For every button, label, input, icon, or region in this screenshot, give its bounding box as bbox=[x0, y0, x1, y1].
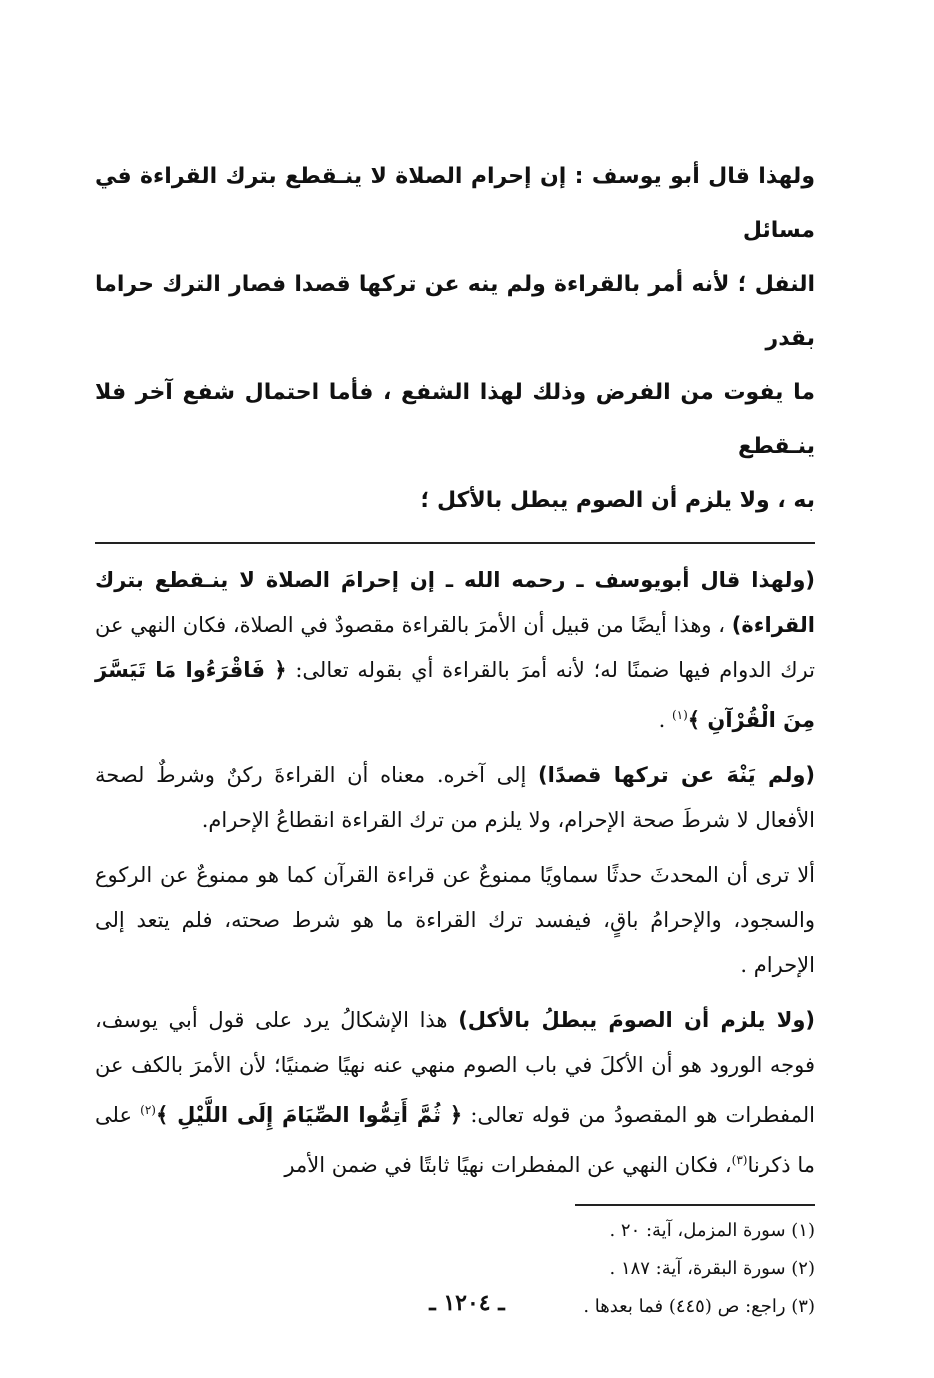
page-body bbox=[95, 150, 815, 1326]
commentary-text: هذا الإشكالُ يرد على قول أبي يوسف، فوجه الورود هو أن الأكلَ في باب الصوم منهي عنه نهيًا ضمنيًا؛ لأن الأمرَ بالكف عن المفطرات هو المقصودُ من قوله تعالى: bbox=[95, 1008, 815, 1127]
commentary-text: ، فكان النهي عن المفطرات نهيًا ثابتًا في ضمن الأمر bbox=[284, 1153, 732, 1177]
commentary-text: إلى آخره. معناه أن القراءةَ ركنٌ وشرطٌ لصحة الأفعال لا شرطَ صحة الإحرام، ولا يلزم من ترك القراءة انقطاعُ الإحرام. bbox=[95, 763, 815, 832]
main-text-line: النفل ؛ لأنه أمر بالقراءة ولم ينه عن تركها قصدا فصار الترك حراما بقدر bbox=[95, 272, 815, 351]
main-text-line: ما يفوت من الفرض وذلك لهذا الشفع ، فأما احتمال شفع آخر فلا ينـقطع bbox=[95, 380, 815, 459]
commentary-text: . bbox=[658, 708, 666, 732]
commentary-paragraph bbox=[95, 998, 815, 1188]
commentary-paragraph bbox=[95, 853, 815, 988]
footnote: (١) سورة المزمل، آية: ٢٠ . bbox=[609, 1220, 815, 1241]
main-text-line: ولهذا قال أبو يوسف : إن إحرام الصلاة لا ينـقطع بترك القراءة في مسائل bbox=[95, 164, 815, 243]
commentary-text: على ما ذكرنا bbox=[95, 1103, 815, 1177]
quran-verse: ﴿ فَاقْرَءُوا مَا تَيَسَّرَ مِنَ الْقُرْآنِ ﴾ bbox=[95, 658, 815, 732]
quran-verse: ﴿ ثُمَّ أَتِمُّوا الصِّيَامَ إِلَى اللَّيْلِ ﴾ bbox=[155, 1103, 463, 1127]
commentary bbox=[95, 558, 815, 1188]
footnote-ref: (١) bbox=[671, 708, 688, 722]
footnote-ref: (٣) bbox=[731, 1153, 748, 1167]
quoted-text: (ولم يَنْهَ عن تركها قصدًا) bbox=[538, 763, 815, 787]
main-text-line: به ، ولا يلزم أن الصوم يبطل بالأكل ؛ bbox=[420, 488, 815, 513]
commentary-paragraph bbox=[95, 753, 815, 843]
footnote: (٢) سورة البقرة، آية: ١٨٧ . bbox=[609, 1258, 815, 1279]
quoted-text: (ولهذا قال أبويوسف ـ رحمه الله ـ إن إحرامَ الصلاة لا ينـقطع بترك القراءة) bbox=[95, 568, 815, 637]
footnote: (٣) راجع: ص (٤٤٥) فما بعدها . bbox=[583, 1296, 815, 1317]
footnote-divider bbox=[575, 1204, 815, 1206]
quoted-text: (ولا يلزم أن الصومَ يبطلُ بالأكل) bbox=[458, 1008, 815, 1032]
commentary-paragraph bbox=[95, 558, 815, 743]
commentary-text: ألا ترى أن المحدثَ حدثًا سماويًا ممنوعٌ عن قراءة القرآن كما هو ممنوعٌ عن الركوع والسجود، والإحرامُ باقٍ، فيفسد ترك القراءة ما هو شرط صحته، فلم يتعد إلى الإحرام . bbox=[95, 863, 815, 977]
main-text bbox=[95, 150, 815, 528]
page-number: ـ ١٢٠٤ ـ bbox=[429, 1290, 505, 1316]
footnote-ref: (٢) bbox=[140, 1103, 156, 1117]
commentary-text: ، وهذا أيضًا من قبيل أن الأمرَ بالقراءة مقصودٌ في الصلاة، فكان النهي عن ترك الدوام فيها ضمنًا له؛ لأنه أمرَ بالقراءة أي بقوله تعالى: bbox=[95, 613, 815, 682]
main-divider bbox=[95, 542, 815, 544]
